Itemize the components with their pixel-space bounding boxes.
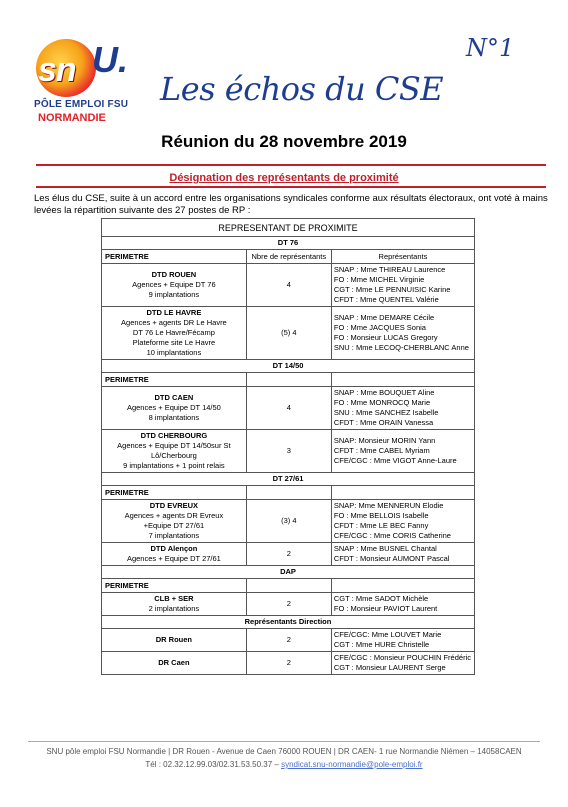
logo-brand-u: U. [92, 39, 128, 80]
table-row [102, 387, 475, 430]
reps-cell [331, 593, 474, 616]
col-perimetre: PERIMETRE [102, 250, 247, 264]
representative: CFE/CGC : Monsieur POUCHIN Frédéric [333, 653, 471, 662]
count-cell: 2 [246, 543, 331, 566]
representative: SNAP: Mme MENNERUN Elodie [333, 501, 444, 510]
representative: SNAP : Mme THIREAU Laurence [333, 265, 446, 274]
site-detail: 7 implantations [148, 531, 200, 540]
empty-cell [331, 486, 474, 500]
empty-cell [246, 486, 331, 500]
site-detail: 8 implantations [148, 413, 200, 422]
site-detail: Agences + Equipe DT 14/50 [126, 403, 221, 412]
representative: SNU : Mme LECOQ-CHERBLANC Anne [333, 343, 469, 352]
site-detail: Agences + agents DR Evreux [124, 511, 224, 520]
count-cell: 3 [246, 430, 331, 473]
footer-phone: Tél : 02.32.12.99.03/02.31.53.50.37 – [145, 760, 282, 769]
footer-address: SNU pôle emploi FSU Normandie | DR Rouen - Avenue de Caen 76000 ROUEN | DR CAEN- 1 rue Normandie Niémen – 14058CAEN [46, 747, 522, 756]
site-name: DTD EVREUX [149, 501, 199, 510]
representative: FO : Mme MONROCQ Marie [333, 398, 431, 407]
representative: SNU : Mme SANCHEZ Isabelle [333, 408, 439, 417]
representative: SNAP : Mme DEMARE Cécile [333, 313, 435, 322]
site-detail: 10 implantations [146, 348, 202, 357]
section-heading: Désignation des représentants de proximité [169, 172, 399, 184]
reps-cell [331, 500, 474, 543]
meeting-date: Réunion du 28 novembre 2019 [161, 132, 407, 151]
site-name: DR Rouen [155, 635, 193, 644]
site-detail: 9 implantations [148, 290, 200, 299]
section-row [102, 473, 475, 486]
representative: CFDT : Monsieur AUMONT Pascal [333, 554, 450, 563]
site-name: DTD CAEN [154, 393, 194, 402]
snu-logo [30, 35, 130, 130]
footer-email-link[interactable]: syndicat.snu-normandie@pole-emploi.fr [281, 760, 423, 769]
count-cell: 4 [246, 264, 331, 307]
section-name: DT 14/50 [102, 360, 475, 373]
site-name: DTD LE HAVRE [146, 308, 202, 317]
perimetre-row [102, 373, 475, 387]
empty-cell [246, 373, 331, 387]
table-title-row [102, 219, 475, 237]
representative: CFDT : Mme LE BEC Fanny [333, 521, 429, 530]
section-name: DT 76 [102, 237, 475, 250]
intro-paragraph: Les élus du CSE, suite à un accord entre les organisations syndicales conforme aux résultats électoraux, ont voté à mains levées la répartition suivante des 27 postes de RP : [34, 193, 548, 216]
representative: CFE/CGC: Mme LOUVET Marie [333, 630, 442, 639]
table-row [102, 430, 475, 473]
site-name: DTD Alençon [150, 544, 198, 553]
empty-cell [246, 579, 331, 593]
representative: SNAP : Mme BOUQUET Aline [333, 388, 435, 397]
perimetre-label: PERIMETRE [102, 579, 247, 593]
site-detail: Agences + Equipe DT 14/50sur St [117, 441, 231, 450]
perimetre-label: PERIMETRE [102, 486, 247, 500]
reps-cell [331, 264, 474, 307]
representative: SNAP: Monsieur MORIN Yann [333, 436, 436, 445]
table-row [102, 593, 475, 616]
table-row [102, 307, 475, 360]
count-cell: (3) 4 [246, 500, 331, 543]
reps-cell [331, 387, 474, 430]
column-header-row [102, 250, 475, 264]
site-detail: 9 implantations + 1 point relais [123, 461, 225, 470]
representative: CGT : Monsieur LAURENT Serge [333, 663, 446, 672]
empty-cell [331, 373, 474, 387]
site-detail: Plateforme site Le Havre [132, 338, 216, 347]
site-cell [102, 629, 247, 652]
table-row [102, 652, 475, 675]
site-detail: +Equipe DT 27/61 [143, 521, 205, 530]
top-divider [36, 164, 546, 166]
site-name: DR Caen [158, 658, 190, 667]
representatives-table [101, 218, 475, 675]
site-detail: Lô/Cherbourg [150, 451, 197, 460]
site-cell [102, 593, 247, 616]
representative: CFDT : Mme CABEL Myriam [333, 446, 430, 455]
count-cell: (5) 4 [246, 307, 331, 360]
perimetre-row [102, 486, 475, 500]
heading-divider [36, 186, 546, 188]
footer-divider [28, 741, 540, 742]
representative: CFDT : Mme QUENTEL Valérie [333, 295, 439, 304]
logo-brand: sn [38, 51, 76, 89]
representative: CGT : Mme LE PENNUISIC Karine [333, 285, 451, 294]
col-nbre: Nbre de représentants [246, 250, 331, 264]
site-detail: Agences + Equipe DT 76 [132, 280, 216, 289]
count-cell: 2 [246, 629, 331, 652]
logo-line2: NORMANDIE [38, 112, 106, 124]
table-row [102, 543, 475, 566]
table-title: REPRESENTANT DE PROXIMITE [102, 219, 475, 237]
site-cell [102, 652, 247, 675]
table-row [102, 629, 475, 652]
perimetre-label: PERIMETRE [102, 373, 247, 387]
count-cell: 2 [246, 652, 331, 675]
section-row [102, 237, 475, 250]
section-row [102, 360, 475, 373]
site-name: DTD CHERBOURG [140, 431, 208, 440]
representative: CGT : Mme SADOT Michèle [333, 594, 429, 603]
section-name: DAP [102, 566, 475, 579]
table-row [102, 264, 475, 307]
section-name: Représentants Direction [102, 616, 475, 629]
representative: CFE/CGC : Mme VIGOT Anne-Laure [333, 456, 457, 465]
logo-line1: PÔLE EMPLOI FSU [34, 99, 129, 110]
site-cell [102, 500, 247, 543]
site-name: DTD ROUEN [151, 270, 197, 279]
reps-cell [331, 543, 474, 566]
site-detail: Agences + Equipe DT 27/61 [126, 554, 221, 563]
reps-cell [331, 307, 474, 360]
section-name: DT 27/61 [102, 473, 475, 486]
count-cell: 4 [246, 387, 331, 430]
site-cell [102, 387, 247, 430]
site-cell [102, 307, 247, 360]
issue-number: N°1 [466, 34, 515, 62]
representative: FO : Monsieur PAVIOT Laurent [333, 604, 438, 613]
representative: CGT : Mme HURE Christelle [333, 640, 430, 649]
site-cell [102, 430, 247, 473]
count-cell: 2 [246, 593, 331, 616]
footer-contact [0, 760, 568, 769]
representative: CFDT : Mme ORAIN Vanessa [333, 418, 434, 427]
site-detail: Agences + agents DR Le Havre [121, 318, 227, 327]
representative: CFE/CGC : Mme CORIS Catherine [333, 531, 451, 540]
section-row [102, 616, 475, 629]
representative: FO : Monsieur LUCAS Gregory [333, 333, 438, 342]
section-row [102, 566, 475, 579]
newsletter-title: Les échos du CSE [160, 70, 444, 108]
reps-cell [331, 629, 474, 652]
representative: SNAP : Mme BUSNEL Chantal [333, 544, 437, 553]
empty-cell [331, 579, 474, 593]
site-name: CLB + SER [154, 594, 194, 603]
representative: FO : Mme BELLOIS Isabelle [333, 511, 429, 520]
site-cell [102, 264, 247, 307]
reps-cell [331, 430, 474, 473]
site-detail: 2 implantations [148, 604, 200, 613]
site-cell [102, 543, 247, 566]
reps-cell [331, 652, 474, 675]
representative: FO : Mme JACQUES Sonia [333, 323, 426, 332]
col-representants: Représentants [331, 250, 474, 264]
perimetre-row [102, 579, 475, 593]
site-detail: DT 76 Le Havre/Fécamp [132, 328, 215, 337]
representative: FO : Mme MICHEL Virginie [333, 275, 425, 284]
table-row [102, 500, 475, 543]
